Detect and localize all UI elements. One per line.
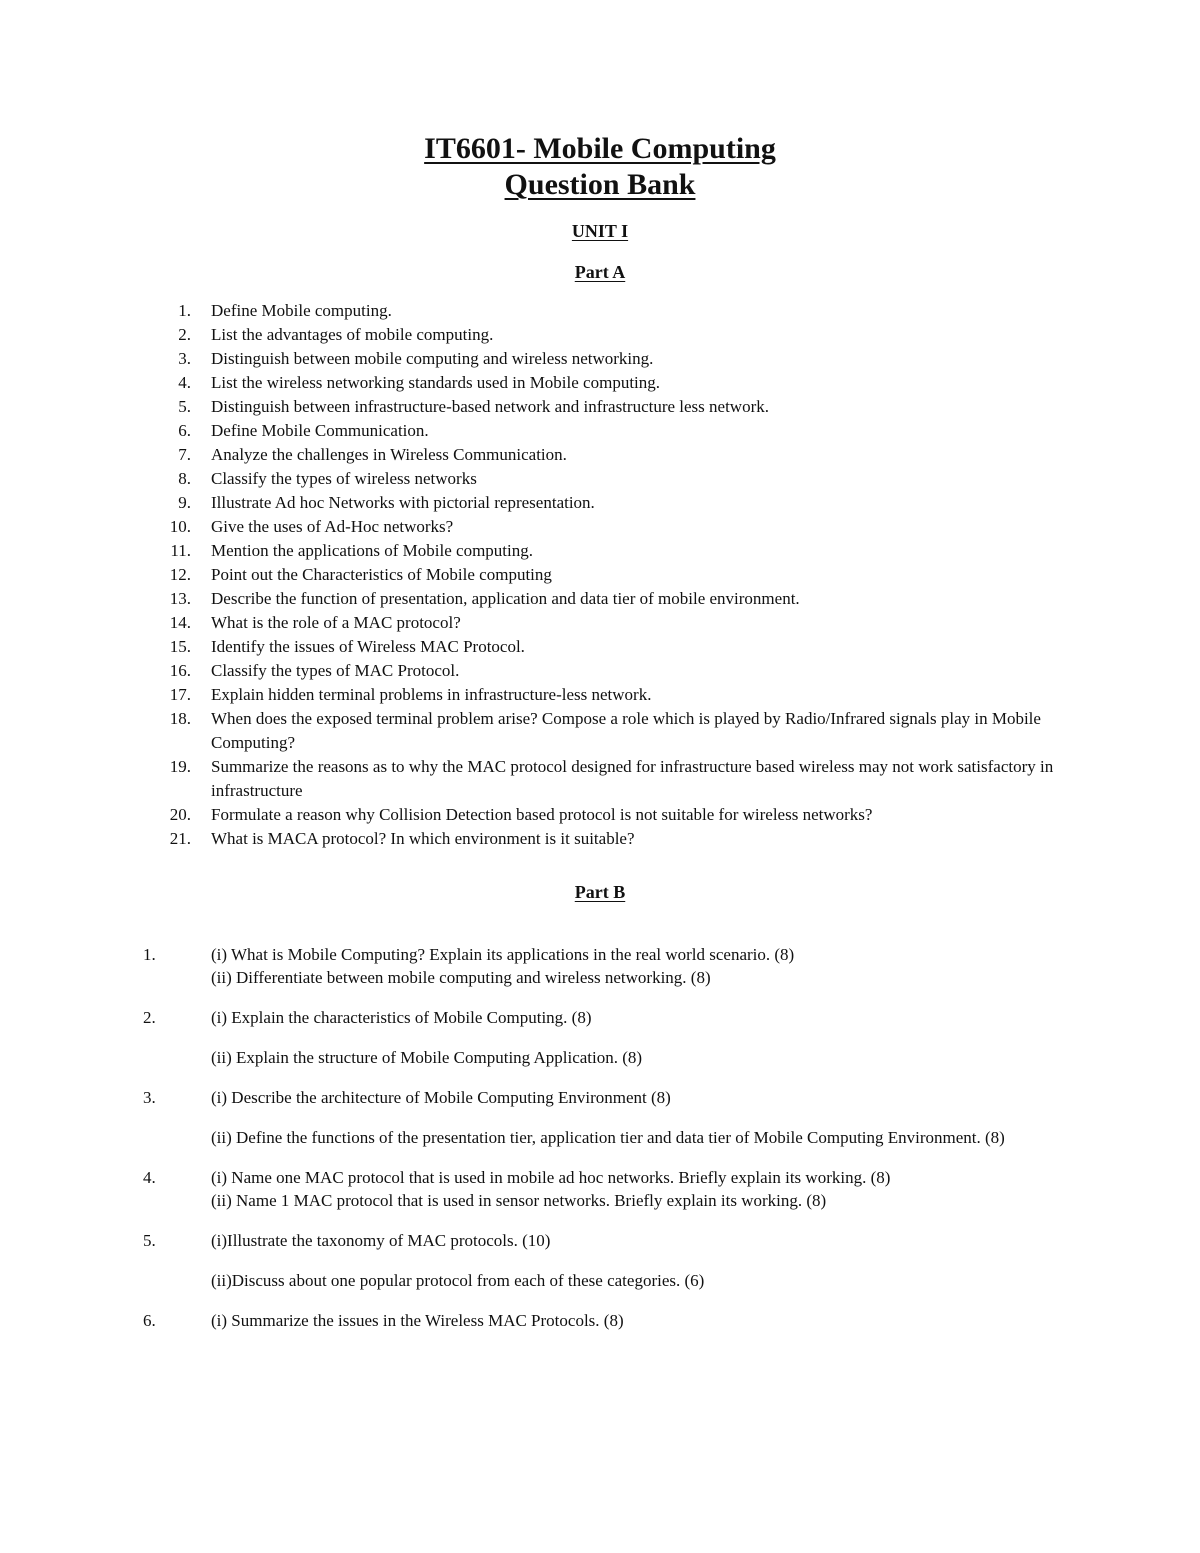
part-a-question <box>0 587 1061 611</box>
question-part-text: (ii) Differentiate between mobile computing and wireless networking. (8) <box>211 968 711 987</box>
part-b-question <box>0 1229 1011 1292</box>
question-number: 2. <box>143 1008 156 1027</box>
question-number: 11. <box>170 541 191 560</box>
question-part-text: (ii) Explain the structure of Mobile Computing Application. (8) <box>211 1048 643 1067</box>
question-text: Define Mobile computing. <box>211 301 392 320</box>
document-title: IT6601- Mobile Computing <box>424 132 776 165</box>
part-a-question <box>0 323 1061 347</box>
question-number: 1. <box>178 301 191 320</box>
question-part-text: (i) Summarize the issues in the Wireless MAC Protocols. (8) <box>211 1311 624 1330</box>
question-number: 21. <box>169 829 191 848</box>
question-text: When does the exposed terminal problem arise? Compose a role which is played by Radio/Infrared signals play in Mobile Computing? <box>211 709 1041 752</box>
question-text: What is MACA protocol? In which environment is it suitable? <box>211 829 635 848</box>
question-text: Describe the function of presentation, application and data tier of mobile environment. <box>211 589 800 608</box>
part-a-heading: Part A <box>574 262 626 282</box>
question-part-text: (ii) Define the functions of the presentation tier, application tier and data tier of Mobile Computing Environment. (8) <box>211 1128 1005 1147</box>
question-number: 18. <box>169 709 191 728</box>
question-part-text: (i) What is Mobile Computing? Explain its applications in the real world scenario. (8) <box>211 945 795 964</box>
part-a-question <box>0 707 1061 755</box>
question-text: Distinguish between infrastructure-based network and infrastructure less network. <box>211 397 769 416</box>
question-number: 13. <box>169 589 191 608</box>
question-number: 9. <box>178 493 191 512</box>
question-number: 3. <box>143 1088 156 1107</box>
part-a-question <box>0 419 1061 443</box>
part-b-question <box>0 943 1011 989</box>
question-number: 10. <box>169 517 191 536</box>
question-number: 17. <box>169 685 191 704</box>
part-b-question <box>0 1006 1011 1069</box>
question-text: Analyze the challenges in Wireless Communication. <box>211 445 567 464</box>
question-part-text: (i) Describe the architecture of Mobile Computing Environment (8) <box>211 1088 671 1107</box>
question-number: 4. <box>178 373 191 392</box>
question-number: 15. <box>169 637 191 656</box>
question-part-text: (ii) Name 1 MAC protocol that is used in sensor networks. Briefly explain its working. (8) <box>211 1191 827 1210</box>
question-number: 5. <box>178 397 191 416</box>
question-text: Point out the Characteristics of Mobile computing <box>211 565 552 584</box>
question-text: List the wireless networking standards used in Mobile computing. <box>211 373 661 392</box>
document-subtitle: Question Bank <box>504 168 696 201</box>
question-number: 14. <box>169 613 191 632</box>
unit-heading: UNIT I <box>571 221 629 241</box>
question-number: 5. <box>143 1231 156 1250</box>
part-a-question <box>0 755 1061 803</box>
question-number: 20. <box>169 805 191 824</box>
part-a-question <box>0 683 1061 707</box>
question-number: 12. <box>169 565 191 584</box>
part-b-question <box>0 1166 1011 1212</box>
question-text: Identify the issues of Wireless MAC Protocol. <box>211 637 525 656</box>
part-b-question-list <box>0 943 1200 1332</box>
part-b-question <box>0 1309 1011 1332</box>
question-number: 19. <box>169 757 191 776</box>
question-text: Define Mobile Communication. <box>211 421 429 440</box>
question-text: List the advantages of mobile computing. <box>211 325 494 344</box>
part-a-question-list <box>0 299 1200 851</box>
question-number: 16. <box>169 661 191 680</box>
part-a-question <box>0 827 1061 851</box>
question-number: 2. <box>178 325 191 344</box>
question-text: Classify the types of MAC Protocol. <box>211 661 460 680</box>
question-text: Formulate a reason why Collision Detection based protocol is not suitable for wireless networks? <box>211 805 873 824</box>
part-a-question <box>0 635 1061 659</box>
question-text: Distinguish between mobile computing and wireless networking. <box>211 349 654 368</box>
question-number: 1. <box>143 945 156 964</box>
question-text: Illustrate Ad hoc Networks with pictorial representation. <box>211 493 595 512</box>
question-number: 4. <box>143 1168 156 1187</box>
question-number: 8. <box>178 469 191 488</box>
part-a-question <box>0 611 1061 635</box>
question-text: Mention the applications of Mobile computing. <box>211 541 534 560</box>
question-part-text: (i) Name one MAC protocol that is used in mobile ad hoc networks. Briefly explain its working. (8) <box>211 1168 891 1187</box>
question-part-text: (ii)Discuss about one popular protocol from each of these categories. (6) <box>211 1271 705 1290</box>
part-a-question <box>0 347 1061 371</box>
part-a-question <box>0 539 1061 563</box>
part-a-question <box>0 371 1061 395</box>
part-a-question <box>0 299 1061 323</box>
part-a-question <box>0 515 1061 539</box>
question-text: Classify the types of wireless networks <box>211 469 477 488</box>
question-part-text: (i)Illustrate the taxonomy of MAC protocols. (10) <box>211 1231 551 1250</box>
part-a-question <box>0 395 1061 419</box>
question-number: 7. <box>178 445 191 464</box>
part-a-question <box>0 563 1061 587</box>
part-a-question <box>0 659 1061 683</box>
question-text: Give the uses of Ad-Hoc networks? <box>211 517 454 536</box>
question-number: 6. <box>178 421 191 440</box>
question-text: Explain hidden terminal problems in infrastructure-less network. <box>211 685 652 704</box>
question-text: Summarize the reasons as to why the MAC protocol designed for infrastructure based wireless may not work satisfactory in infrastructure <box>211 757 1054 800</box>
part-b-heading: Part B <box>574 882 626 902</box>
question-text: What is the role of a MAC protocol? <box>211 613 461 632</box>
part-a-question <box>0 443 1061 467</box>
part-b-question <box>0 1086 1011 1149</box>
question-number: 3. <box>178 349 191 368</box>
question-number: 6. <box>143 1311 156 1330</box>
question-part-text: (i) Explain the characteristics of Mobile Computing. (8) <box>211 1008 592 1027</box>
part-a-question <box>0 491 1061 515</box>
part-a-question <box>0 467 1061 491</box>
part-a-question <box>0 803 1061 827</box>
